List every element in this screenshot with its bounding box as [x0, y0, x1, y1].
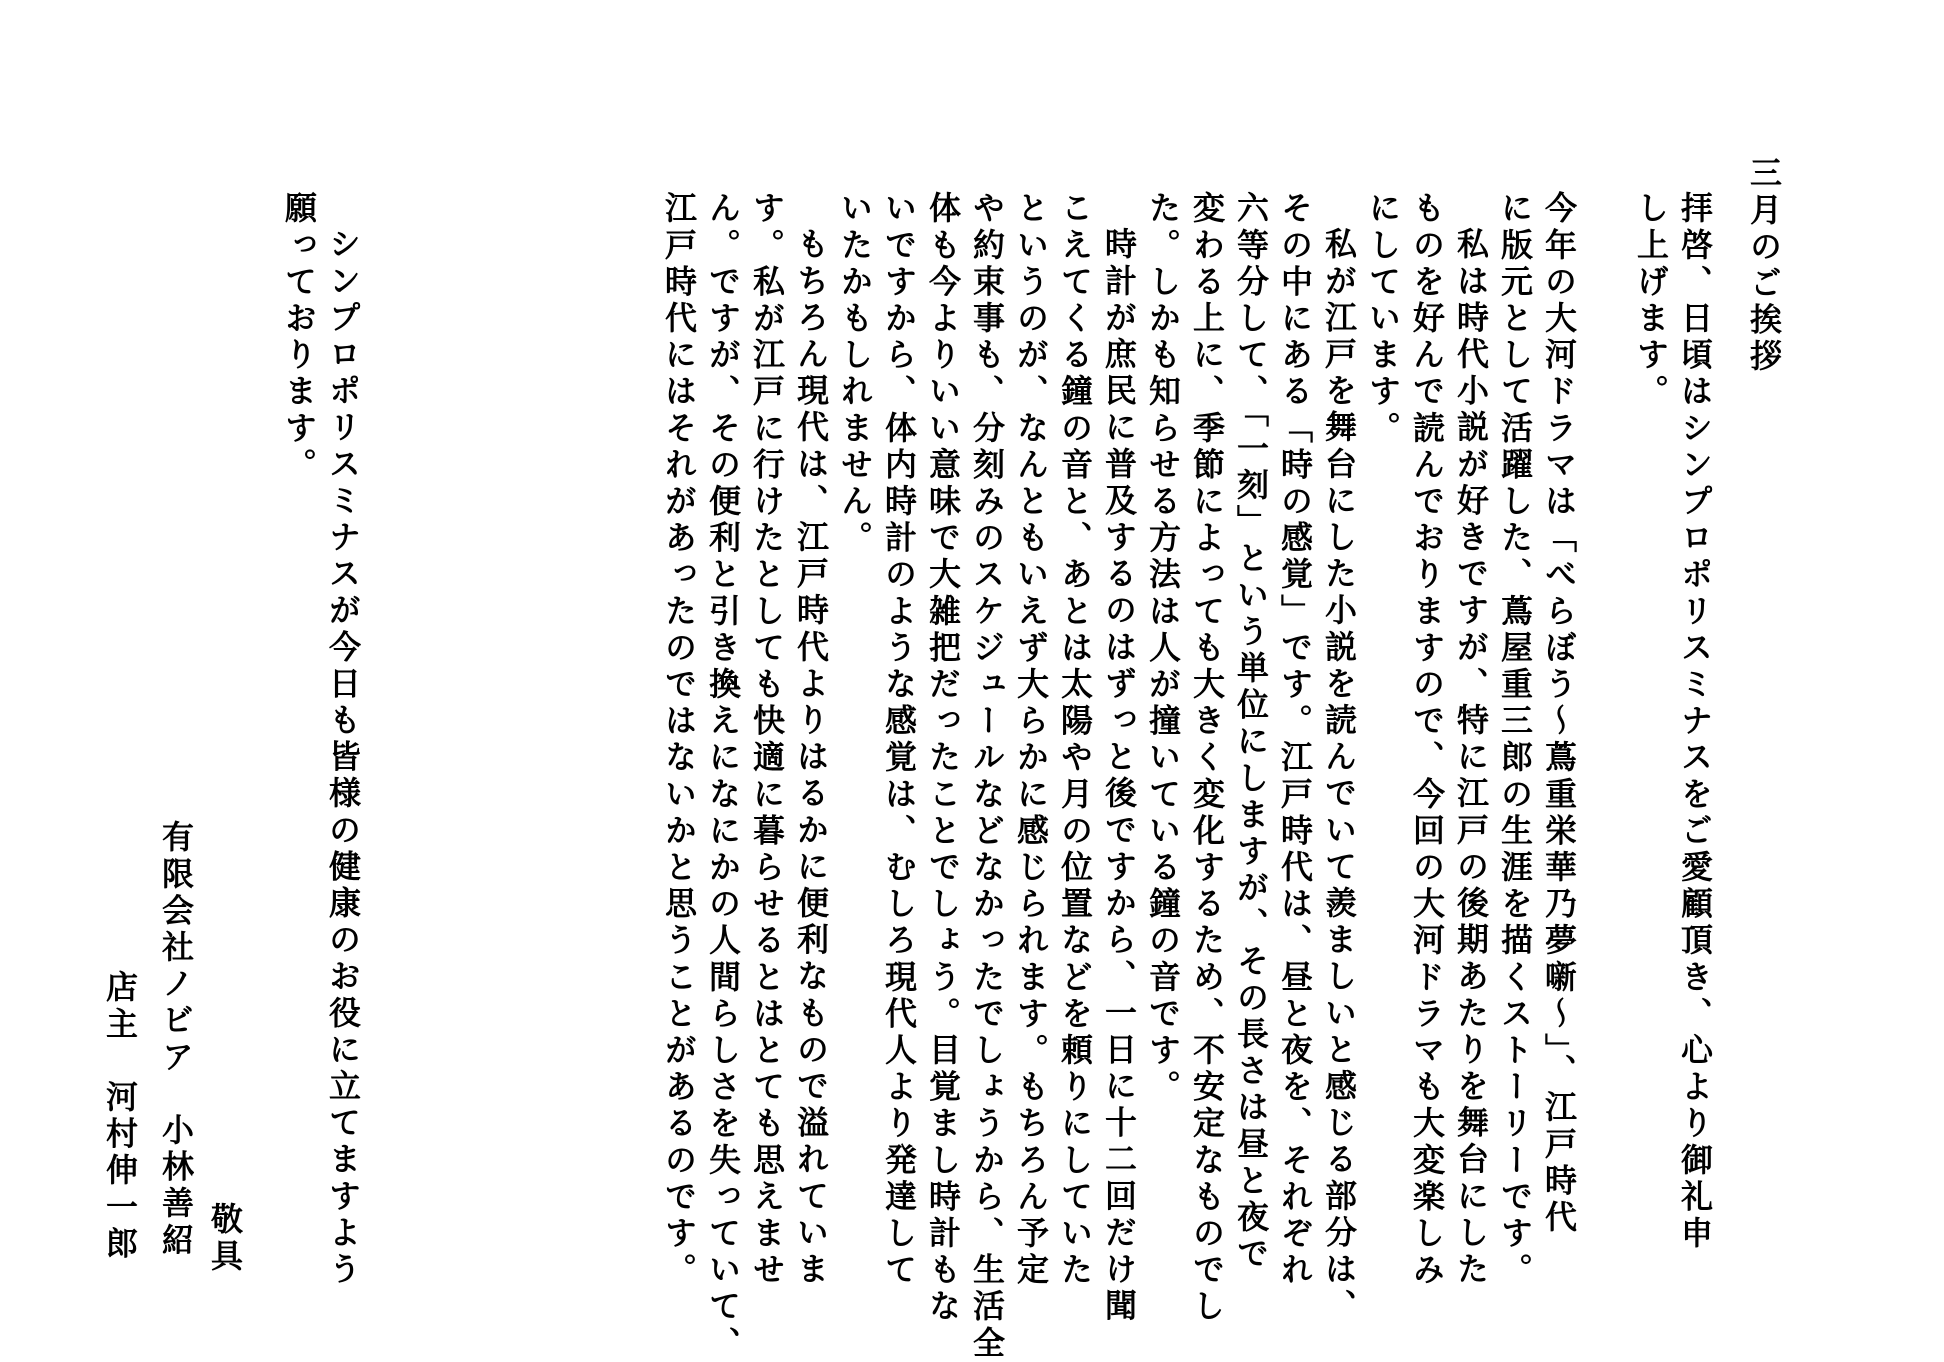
letter-line-23: 江戸時代にはそれがあったのではないかと思うことがあるのです。	[660, 191, 698, 1289]
letter-title: 三月のご挨拶	[1745, 156, 1783, 376]
letter-line-4: に版元として活躍した、蔦屋重三郎の生涯を描くストーリーです。	[1496, 191, 1534, 1289]
letter-line-25: 願っております。	[280, 191, 318, 484]
letter-owner-signature: 店主 河村伸一郎	[101, 970, 139, 1263]
letter-line-6: ものを好んで読んでおりますので、今回の大河ドラマも大変楽しみ	[1408, 191, 1446, 1289]
letter-line-1: 拝啓、日頃はシンプロポリスミナスをご愛顧頂き、心より御礼申	[1676, 191, 1714, 1253]
letter-line-13: 時計が庶民に普及するのはずっと後ですから、一日に十二回だけ聞	[1100, 227, 1138, 1325]
letter-line-2: し上げます。	[1632, 191, 1670, 411]
letter-line-10: 六等分して、「一刻」という単位にしますが、その長さは昼と夜で	[1232, 191, 1270, 1273]
letter-line-14: こえてくる鐘の音と、あとは太陽や月の位置などを頼りにしていた	[1056, 191, 1094, 1289]
letter-line-3: 今年の大河ドラマは「べらぼう〜蔦重栄華乃夢噺〜」、江戸時代	[1540, 191, 1578, 1237]
letter-line-21: す。私が江戸に行けたとしても快適に暮らせるとはとても思えませ	[748, 191, 786, 1289]
letter-line-18: いですから、体内時計のような感覚は、むしろ現代人より発達して	[880, 191, 918, 1289]
letter-line-8: 私が江戸を舞台にした小説を読んでいて羨ましいと感じる部分は、	[1320, 227, 1358, 1325]
letter-line-22: ん。ですが、その便利と引き換えになにかの人間らしさを失っていて、	[704, 191, 742, 1362]
letter-line-24: シンプロポリスミナスが今日も皆様の健康のお役に立てますよう	[324, 227, 362, 1289]
letter-line-11: 変わる上に、季節によっても大きく変化するため、不安定なものでし	[1188, 191, 1226, 1326]
letter-closing: 敬具	[206, 1202, 244, 1276]
letter-line-19: いたかもしれません。	[836, 191, 874, 557]
letter-line-5: 私は時代小説が好きですが、特に江戸の後期あたりを舞台にした	[1452, 227, 1490, 1289]
letter-line-15: というのが、なんともいえず大らかに感じられます。もちろん予定	[1012, 191, 1050, 1289]
letter-line-17: 体も今よりいい意味で大雑把だったことでしょう。目覚まし時計もな	[924, 191, 962, 1326]
letter-company-signature: 有限会社ノビア 小林善紹	[157, 820, 195, 1260]
letter-line-7: にしています。	[1364, 191, 1402, 448]
letter-line-16: や約束事も、分刻みのスケジュールなどなかったでしょうから、生活全	[968, 191, 1006, 1362]
letter-line-12: た。しかも知らせる方法は人が撞いている鐘の音です。	[1144, 191, 1182, 1106]
letter-line-20: もちろん現代は、江戸時代よりはるかに便利なもので溢れていま	[792, 227, 830, 1289]
letter-line-9: その中にある「時の感覚」です。江戸時代は、昼と夜を、それぞれ	[1276, 191, 1314, 1289]
